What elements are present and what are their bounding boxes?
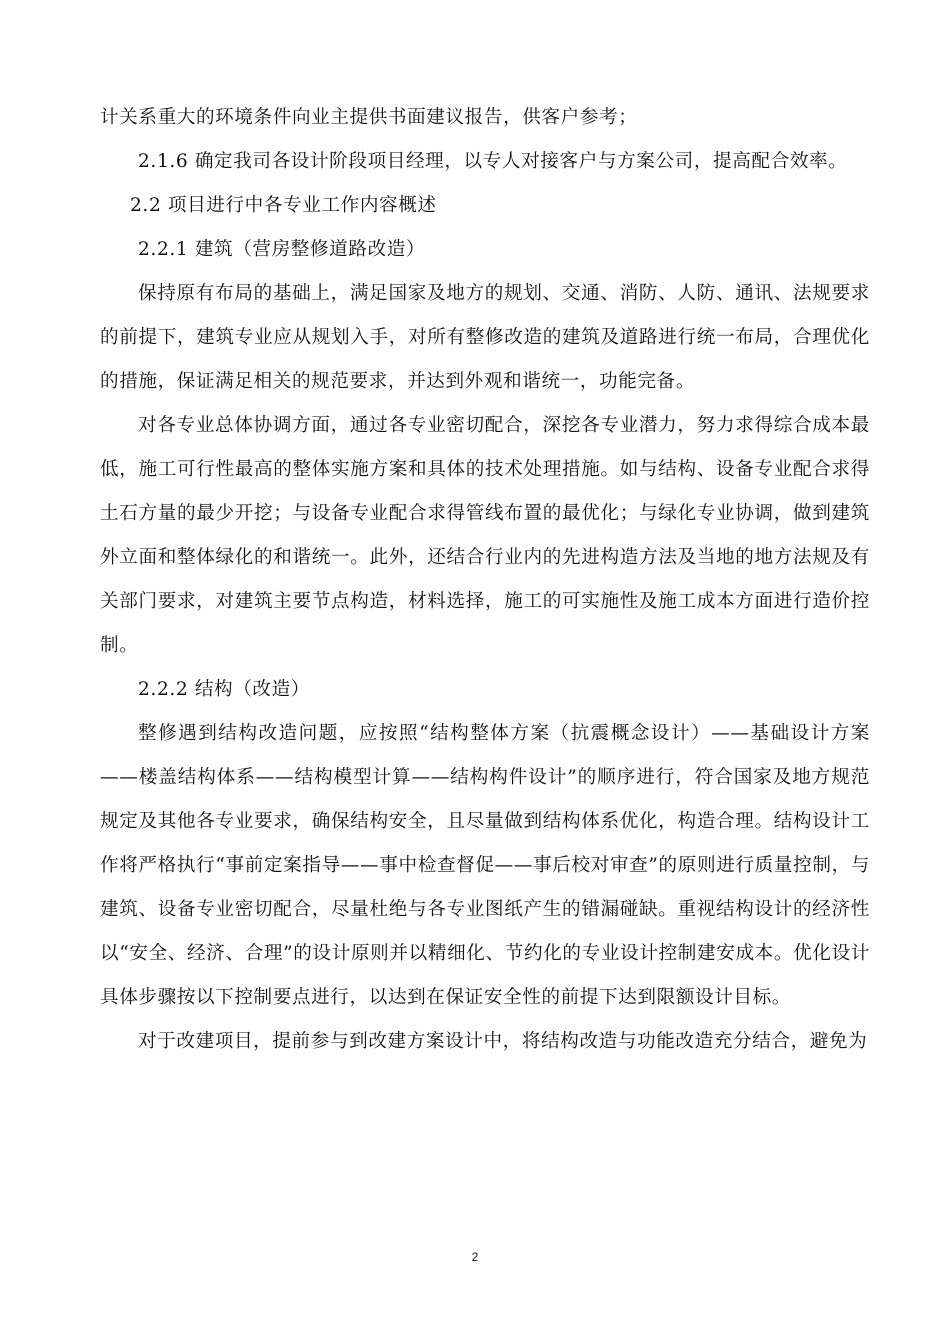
paragraph-coordination: 对各专业总体协调方面，通过各专业密切配合，深挖各专业潜力，努力求得综合成本最低，施工可行性最高的整体实施方案和具体的技术处理措施。如与结构、设备专业配合求得土石方量的最少开挖；与设备专业配合求得管线布置的最优化；与绿化专业协调，做到建筑外立面和整体绿化的和谐统一。此外，还结合行业内的先进构造方法及当地的地方法规及有关部门要求，对建筑主要节点构造，材料选择，施工的可实施性及施工成本方面进行造价控制。 (100, 415, 870, 656)
paragraph-renovation: 对于改建项目，提前参与到改建方案设计中，将结构改造与功能改造充分结合，避免为 (138, 1031, 868, 1052)
paragraph-structure: 整修遇到结构改造问题，应按照“结构整体方案（抗震概念设计）——基础设计方案——楼盖结构体系——结构模型计算——结构构件设计”的顺序进行，符合国家及地方规范规定及其他各专业要求，确保结构安全，且尽量做到结构体系优化，构造合理。结构设计工作将严格执行“事前定案指导——事中检查督促——事后校对审查”的原则进行质量控制，与建筑、设备专业密切配合，尽量杜绝与各专业图纸产生的错漏碰缺。重视结构设计的经济性以“安全、经济、合理”的设计原则并以精细化、节约化的专业设计控制建安成本。优化设计具体步骤按以下控制要点进行，以达到在保证安全性的前提下达到限额设计目标。 (100, 723, 870, 1008)
subsection-heading-2-2-1: 2.2.1 建筑（营房整修道路改造） (138, 239, 426, 260)
paragraph-architecture-layout: 保持原有布局的基础上，满足国家及地方的规划、交通、消防、人防、通讯、法规要求的前提下，建筑专业应从规划入手，对所有整修改造的建筑及道路进行统一布局，合理优化的措施，保证满足相关的规范要求，并达到外观和谐统一，功能完备。 (100, 283, 870, 392)
page-number: 2 (471, 1250, 479, 1264)
section-heading-2-2: 2.2 项目进行中各专业工作内容概述 (130, 195, 437, 216)
paragraph-continued: 计关系重大的环境条件向业主提供书面建议报告，供客户参考； (100, 107, 638, 128)
page-body (100, 96, 870, 1064)
subsection-heading-2-2-2: 2.2.2 结构（改造） (138, 679, 310, 700)
list-item-2-1-6: 2.1.6 确定我司各设计阶段项目经理，以专人对接客户与方案公司，提高配合效率。 (138, 151, 848, 172)
